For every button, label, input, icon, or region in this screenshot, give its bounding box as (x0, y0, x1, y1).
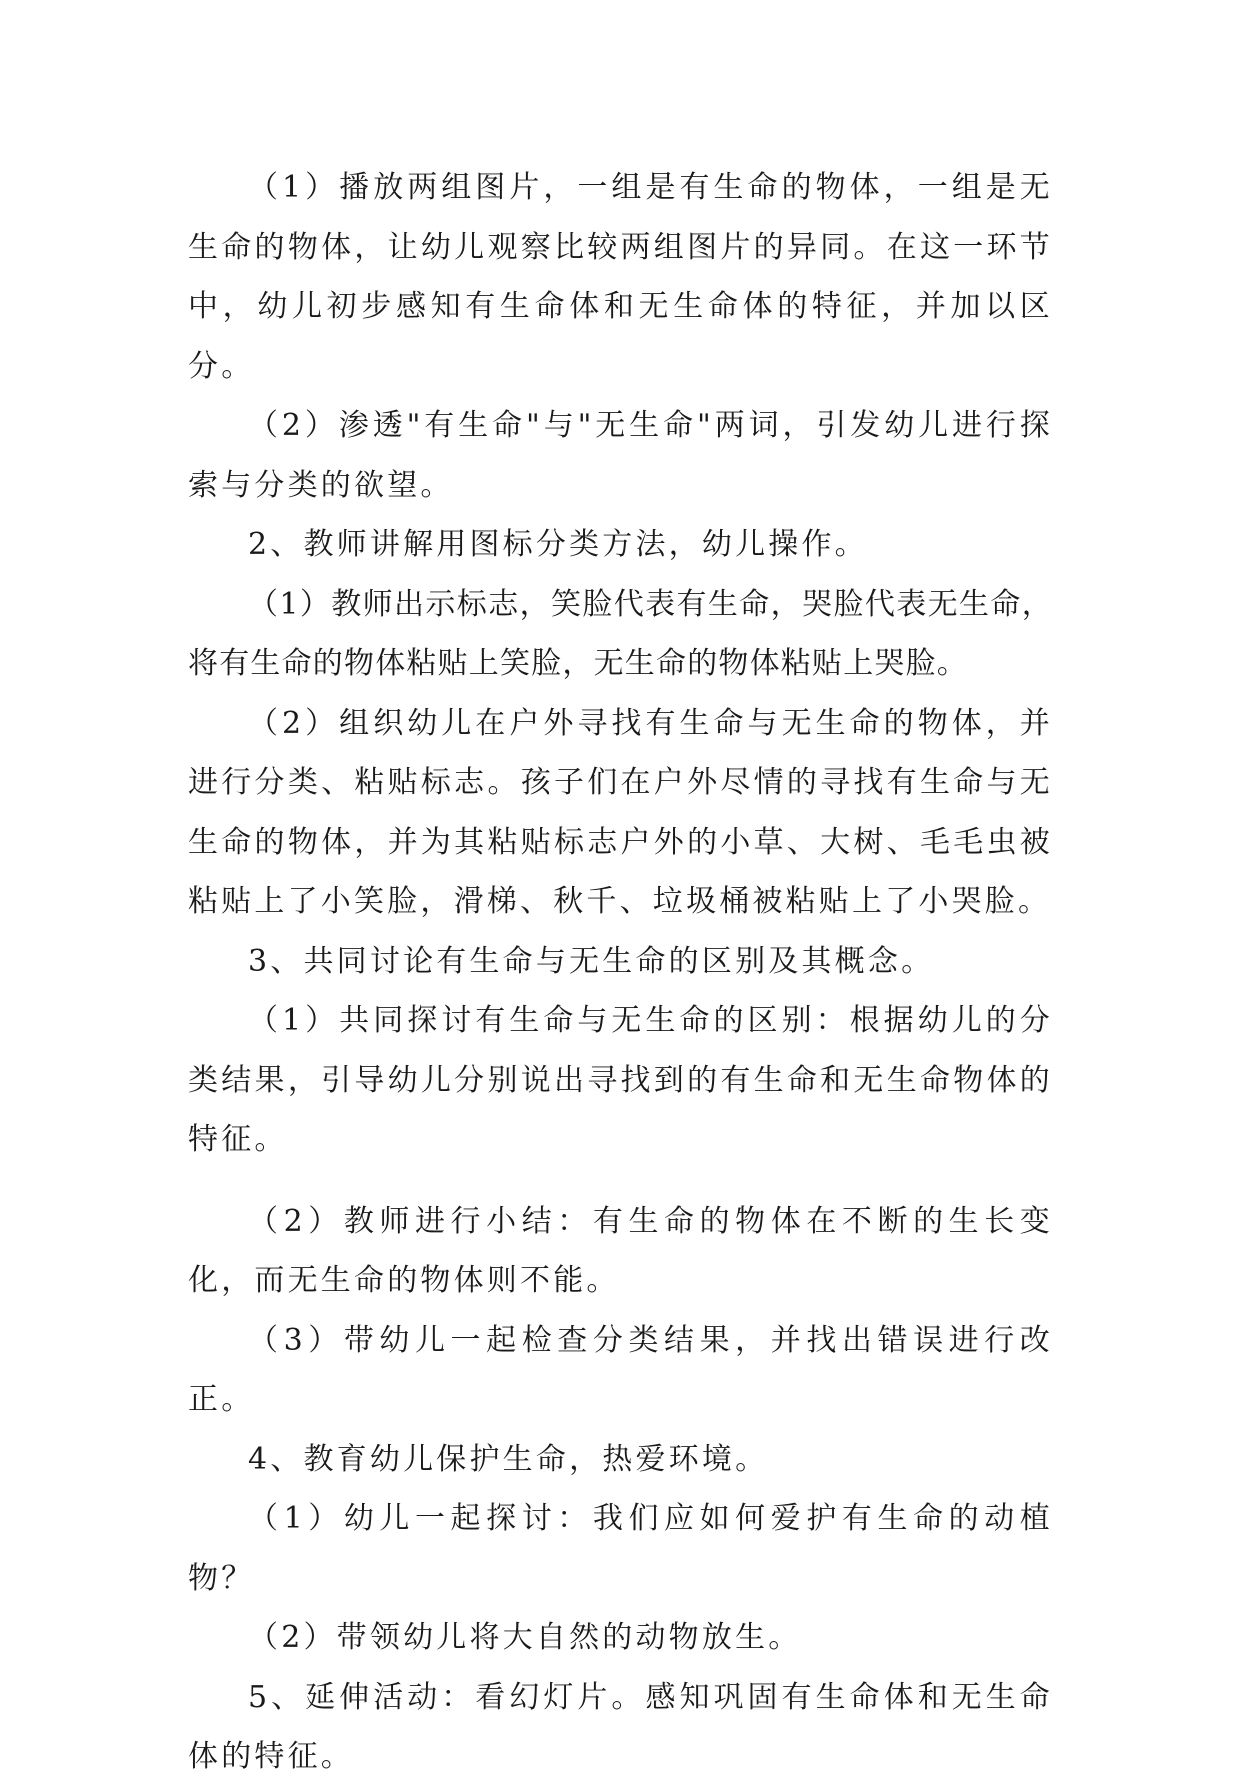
paragraph: （1）教师出示标志，笑脸代表有生命，哭脸代表无生命，将有生命的物体粘贴上笑脸，无生命的物体粘贴上哭脸。 (188, 586, 1053, 681)
paragraph: （1）共同探讨有生命与无生命的区别：根据幼儿的分类结果，引导幼儿分别说出寻找到的有生命和无生命物体的特征。 (188, 1003, 1053, 1157)
paragraph: （3）带幼儿一起检查分类结果，并找出错误进行改正。 (188, 1322, 1053, 1417)
paragraph: 4、教育幼儿保护生命，热爱环境。 (248, 1441, 769, 1477)
paragraph: （2）组织幼儿在户外寻找有生命与无生命的物体，并进行分类、粘贴标志。孩子们在户外尽情的寻找有生命与无生命的物体，并为其粘贴标志户外的小草、大树、毛毛虫被粘贴上了小笑脸，滑梯、秋千、垃圾桶被粘贴上了小哭脸。 (188, 705, 1053, 919)
paragraph: （2）渗透"有生命"与"无生命"两词，引发幼儿进行探索与分类的欲望。 (188, 408, 1053, 503)
paragraph: （2）教师进行小结：有生命的物体在不断的生长变化，而无生命的物体则不能。 (188, 1203, 1053, 1298)
paragraph: （2）带领幼儿将大自然的动物放生。 (248, 1620, 802, 1655)
paragraph: 5、延伸活动：看幻灯片。感知巩固有生命体和无生命体的特征。 (188, 1679, 1053, 1774)
paragraph: （1）幼儿一起探讨：我们应如何爱护有生命的动植物？ (188, 1501, 1053, 1596)
paragraph: 2、教师讲解用图标分类方法，幼儿操作。 (248, 527, 868, 562)
document-body (188, 158, 1053, 1787)
paragraph: 3、共同讨论有生命与无生命的区别及其概念。 (248, 943, 935, 979)
paragraph: （1）播放两组图片，一组是有生命的物体，一组是无生命的物体，让幼儿观察比较两组图片的异同。在这一环节中，幼儿初步感知有生命体和无生命体的特征，并加以区分。 (188, 170, 1053, 384)
